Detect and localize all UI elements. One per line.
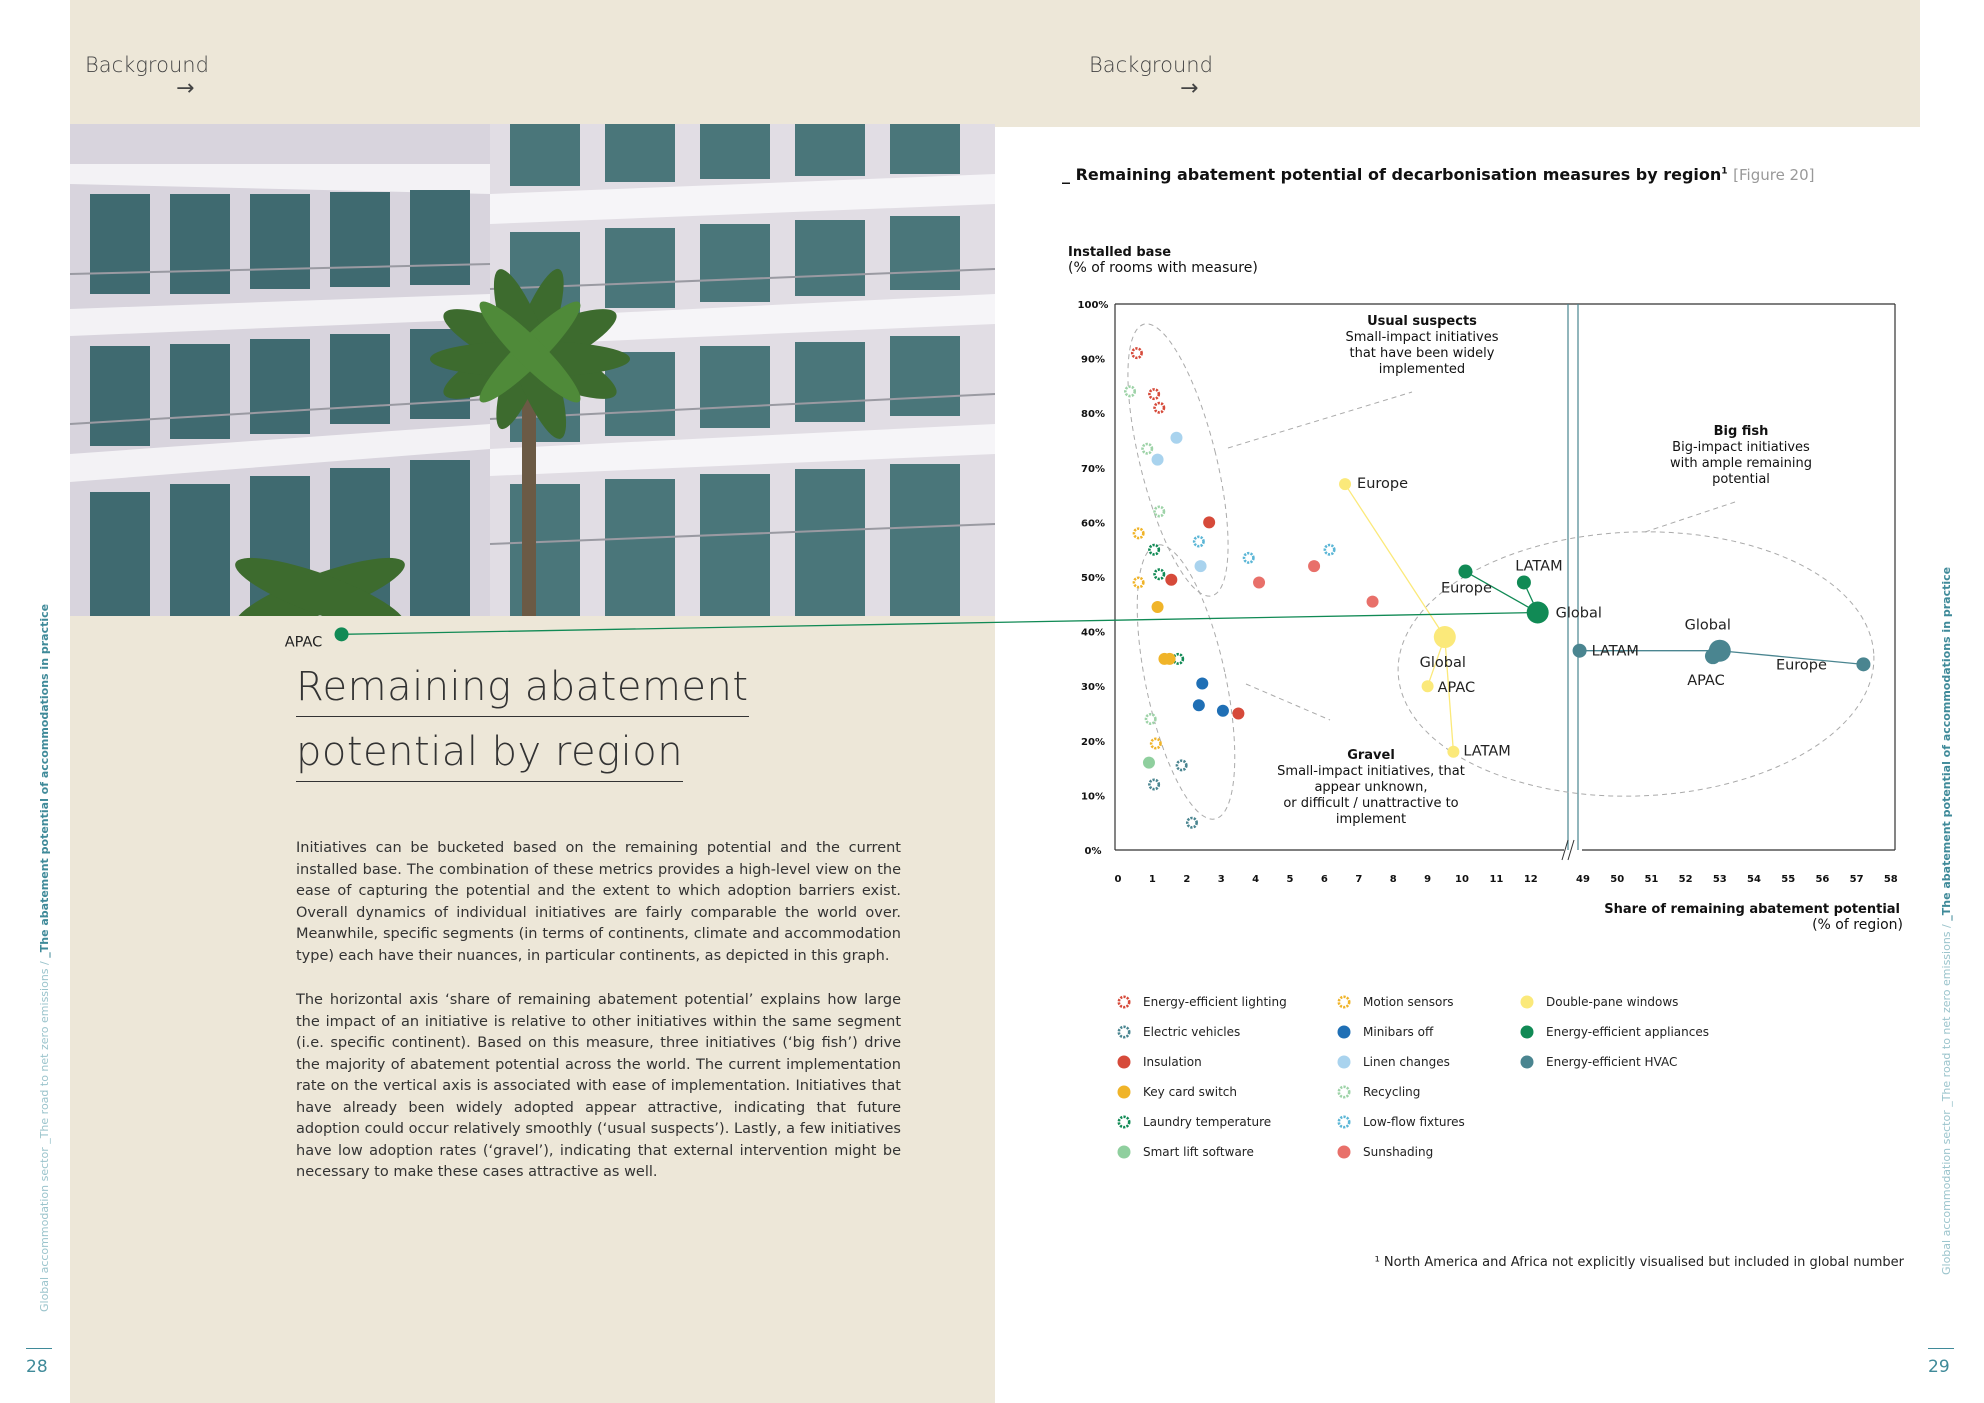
region-label-global: Global [1684,617,1731,634]
point-linen-changes [1170,432,1182,444]
point-sunshading [1367,596,1379,608]
point-linen-changes [1152,454,1164,466]
point-energy-efficient-hvac-global [1709,640,1731,662]
y-tick-label: 70% [1081,463,1105,475]
y-tick-label: 0% [1084,846,1102,857]
point-minibars-off [1217,705,1229,717]
point-motion-sensors [1134,578,1143,587]
point-energy-efficient-appliances-latam [1517,575,1531,589]
x-tick-label: 56 [1815,874,1830,885]
x-tick-label: 2 [1183,874,1191,885]
point-insulation [1203,516,1215,528]
usual-suspects-line2: that have been widely [1349,346,1495,361]
point-double-pane-windows-latam [1447,746,1459,758]
axis-break-mark-2 [1568,840,1574,860]
point-insulation [1165,574,1177,586]
point-motion-sensors [1151,739,1160,748]
region-label-apac: APAC [1437,680,1476,697]
point-energy-efficient-hvac-europe [1856,657,1870,671]
x-tick-label: 53 [1712,874,1727,885]
legend-marker-electric-vehicles [1119,1027,1129,1037]
legend-marker-low-flow-fixtures [1339,1117,1349,1127]
region-label-europe: Europe [1775,657,1827,674]
x-tick-label: 58 [1883,874,1898,885]
x-tick-label: 3 [1217,874,1225,885]
point-double-pane-windows-apac [1422,680,1434,692]
usual-suspects-line1: Small-impact initiatives [1345,330,1499,345]
x-axis-label-line1: Share of remaining abatement potential [1604,902,1900,917]
point-double-pane-windows-global [1434,626,1456,648]
legend-marker-minibars-off [1338,1026,1351,1039]
legend-label-linen-changes: Linen changes [1363,1055,1450,1069]
legend-marker-recycling [1339,1087,1349,1097]
gravel-title: Gravel [1347,748,1395,763]
region-label-latam: LATAM [1515,558,1563,575]
point-electric-vehicles [1177,761,1186,770]
y-tick-label: 60% [1081,518,1105,530]
right-arrow-icon[interactable]: → [1180,76,1199,101]
gravel-line1: Small-impact initiatives, that [1277,764,1465,779]
x-tick-label: 5 [1286,874,1294,885]
legend-marker-sunshading [1338,1146,1351,1159]
legend-marker-energy-efficient-hvac [1521,1056,1534,1069]
big-fish-line2: with ample remaining [1670,456,1812,471]
usual-suspects-outline [1107,315,1248,605]
x-tick-label: 52 [1678,874,1693,885]
legend-marker-energy-efficient-lighting [1119,997,1129,1007]
x-tick-label: 7 [1355,874,1363,885]
region-label-global: Global [1419,655,1466,672]
legend-label-electric-vehicles: Electric vehicles [1143,1025,1241,1039]
point-recycling [1125,387,1134,396]
legend-label-recycling: Recycling [1363,1085,1421,1099]
x-tick-label: 51 [1644,874,1659,885]
point-energy-efficient-hvac-latam [1573,644,1587,658]
region-label-apac: APAC [1687,673,1725,690]
x-tick-label: 57 [1849,874,1864,885]
y-axis-label-line2: (% of rooms with measure) [1068,260,1258,276]
legend-marker-insulation [1118,1056,1131,1069]
legend-label-sunshading: Sunshading [1363,1145,1434,1159]
left-side-text-grey: Global accommodation sector _The road to net zero emissions / [38,961,51,1312]
point-recycling [1143,444,1152,453]
page-title-line1: Remaining abatement [296,664,749,717]
point-key-card-switch [1164,653,1176,665]
y-tick-label: 90% [1081,354,1105,366]
x-tick-label: 1 [1148,874,1156,885]
legend-marker-energy-efficient-appliances [1521,1026,1534,1039]
region-label-europe: Europe [1440,580,1492,597]
right-page-number: 29 [1928,1357,1950,1377]
body-paragraph-1: Initiatives can be bucketed based on the remaining potential and the current installed base. The combination of these metrics provides a high-level view on the ease of capturing the potential and the extent to which adoption barriers exist. Overall dynamics of individual initiatives are fairly comparable the world over. Meanwhile, specific segments (in terms of continents, climate and accommodation type) each have their nuances, in particular continents, as depicted in this graph. [296,840,901,964]
right-section-label: Background [1089,53,1213,77]
point-minibars-off [1196,677,1208,689]
left-page-number: 28 [26,1357,48,1377]
gravel-line3: or difficult / unattractive to [1283,796,1459,811]
legend-label-minibars-off: Minibars off [1363,1025,1434,1039]
legend-marker-linen-changes [1338,1056,1351,1069]
legend-label-laundry-temperature: Laundry temperature [1143,1115,1272,1129]
legend-marker-key-card-switch [1118,1086,1131,1099]
left-section-label: Background [85,53,209,77]
y-tick-label: 50% [1081,573,1105,584]
point-laundry-temperature [1149,545,1158,554]
body-paragraph-2: The horizontal axis ‘share of remaining abatement potential’ explains how large the impact of an initiative is relative to other initiatives within the same segment (i.e. specific continent). Based on this measure, three initiatives (‘big fish’) drive the majority of abatement potential across the world. The current implementation rate on the vertical axis is associated with ease of implementation. Initiatives that have already been widely adopted appear attractive, indicating that future adoption could occur relatively smoothly (‘usual suspects’). Lastly, a few initiatives have low adoption rates (‘gravel’), indicating that external intervention might be necessary to make these cases attractive as well. [296,992,901,1180]
legend-label-low-flow-fixtures: Low-flow fixtures [1363,1115,1465,1129]
usual-suspects-line3: implemented [1378,362,1466,377]
connector-energy-efficient-appliances [342,612,1538,634]
point-motion-sensors [1134,529,1143,538]
y-tick-label: 30% [1081,682,1105,694]
x-tick-label: 8 [1389,874,1397,885]
big-fish-line3: potential [1712,472,1770,487]
x-tick-label: 54 [1747,874,1761,885]
y-tick-label: 80% [1081,409,1105,421]
point-sunshading [1253,576,1265,588]
legend-marker-motion-sensors [1339,997,1349,1007]
big-fish-line1: Big-impact initiatives [1672,440,1810,455]
legend-marker-laundry-temperature [1119,1117,1129,1127]
y-tick-label: 20% [1081,736,1105,748]
point-laundry-temperature [1155,570,1164,579]
legend-label-key-card-switch: Key card switch [1143,1085,1237,1099]
figure-title-sup: 1 [1721,166,1728,177]
region-label-europe: Europe [1357,476,1409,493]
point-electric-vehicles [1187,818,1196,827]
x-tick-label: 11 [1489,874,1504,885]
y-tick-label: 40% [1081,627,1105,639]
right-side-running-text [1940,567,1953,1275]
point-energy-efficient-appliances-apac [335,627,349,641]
x-tick-label: 12 [1523,874,1538,885]
region-label-latam: LATAM [1463,743,1511,760]
gravel-line2: appear unknown, [1314,780,1428,795]
legend-marker-double-pane-windows [1521,996,1534,1009]
left-side-text-teal: _The abatement potential of accommodations in practice [38,603,51,958]
legend-label-motion-sensors: Motion sensors [1363,995,1454,1009]
x-tick-label: 9 [1424,874,1432,885]
x-tick-label: 10 [1455,874,1469,885]
right-page-number-rule [1928,1348,1954,1349]
point-energy-efficient-appliances-global [1527,601,1549,623]
figure-title-text: _ Remaining abatement potential of decarbonisation measures by region [1062,165,1722,184]
point-low-flow-fixtures [1325,545,1334,554]
big-fish-leader [1645,502,1735,532]
figure-reference: [Figure 20] [1733,166,1815,184]
x-tick-label: 55 [1781,874,1796,885]
region-label-latam: LATAM [1591,643,1639,660]
point-low-flow-fixtures [1194,537,1203,546]
point-energy-efficient-lighting [1132,348,1141,357]
point-recycling [1146,714,1155,723]
point-low-flow-fixtures [1244,553,1253,562]
gravel-line4: implement [1335,812,1407,827]
legend-label-energy-efficient-lighting: Energy-efficient lighting [1143,995,1287,1009]
legend-label-energy-efficient-hvac: Energy-efficient HVAC [1546,1055,1678,1069]
x-axis-label-line2: (% of region) [1812,917,1903,933]
y-axis-label-line1: Installed base [1068,245,1172,260]
legend-marker-smart-lift-software [1118,1146,1131,1159]
point-smart-lift-software [1143,757,1155,769]
left-arrow-icon[interactable]: → [176,76,195,101]
point-sunshading [1308,560,1320,572]
x-tick-label: 4 [1252,874,1260,885]
point-insulation [1232,708,1244,720]
legend-label-double-pane-windows: Double-pane windows [1546,995,1679,1009]
x-tick-label: 49 [1576,874,1590,885]
region-label-global: Global [1555,605,1602,622]
x-tick-label: 6 [1320,874,1328,885]
usual-suspects-leader [1228,392,1412,448]
right-side-text-grey: Global accommodation sector _The road to net zero emissions / [1940,924,1953,1275]
point-recycling [1155,507,1164,516]
y-tick-label: 100% [1077,300,1109,311]
x-tick-label: 50 [1610,874,1625,885]
region-label-apac: APAC [284,634,323,651]
point-minibars-off [1193,699,1205,711]
page-title-line2: potential by region [296,729,683,782]
usual-suspects-title: Usual suspects [1367,314,1477,329]
point-energy-efficient-lighting [1155,403,1164,412]
y-tick-label: 10% [1081,791,1105,803]
point-electric-vehicles [1149,780,1158,789]
point-double-pane-windows-europe [1339,478,1351,490]
legend-label-insulation: Insulation [1143,1055,1202,1069]
legend-label-energy-efficient-appliances: Energy-efficient appliances [1546,1025,1710,1039]
x-tick-label: 0 [1114,874,1122,885]
right-side-text-teal: _The abatement potential of accommodations in practice [1940,566,1953,921]
point-linen-changes [1195,560,1207,572]
footnote: ¹ North America and Africa not explicitly visualised but included in global number [1374,1255,1904,1270]
legend-label-smart-lift-software: Smart lift software [1143,1145,1254,1159]
gravel-leader [1246,684,1330,720]
point-key-card-switch [1152,601,1164,613]
big-fish-title: Big fish [1713,424,1769,439]
point-energy-efficient-lighting [1149,389,1158,398]
point-energy-efficient-appliances-europe [1458,565,1472,579]
